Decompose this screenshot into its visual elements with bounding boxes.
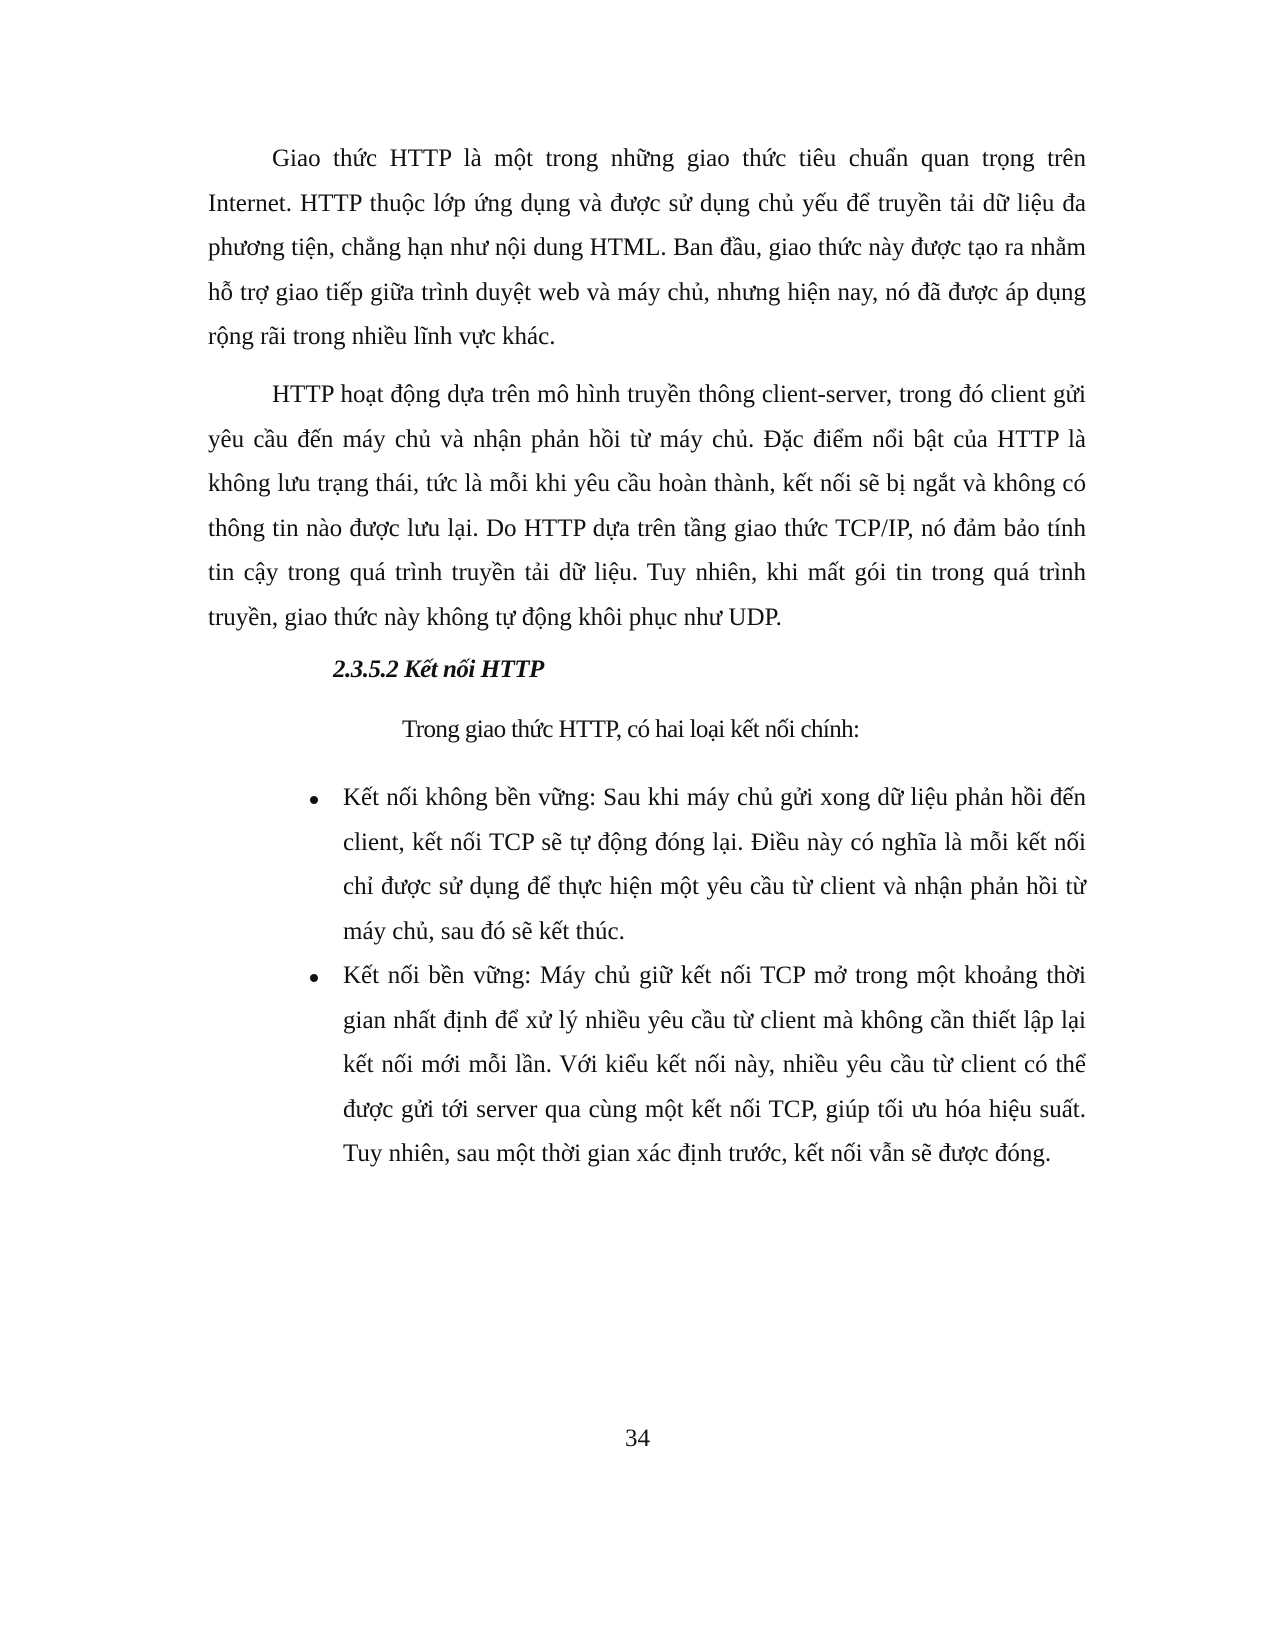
list-item-text: Kết nối bền vững: Máy chủ giữ kết nối TCP mở trong một khoảng thời gian nhất định để xử lý nhiều yêu cầu từ client mà không cần thiết lập lại kết nối mới mỗi lần. Với kiểu kết nối này, nhiều yêu cầu từ client có thể được gửi tới server qua cùng một kết nối TCP, giúp tối ưu hóa hiệu suất. Tuy nhiên, sau một thời gian xác định trước, kết nối vẫn sẽ được đóng. [343,962,1086,1167]
section-heading: 2.3.5.2 Kết nối HTTP [333,656,544,683]
list-item-text: Kết nối không bền vững: Sau khi máy chủ gửi xong dữ liệu phản hồi đến client, kết nối TCP sẽ tự động đóng lại. Điều này có nghĩa là mỗi kết nối chỉ được sử dụng để thực hiện một yêu cầu từ client và nhận phản hồi từ máy chủ, sau đó sẽ kết thúc. [343,784,1086,945]
paragraph-http-model: HTTP hoạt động dựa trên mô hình truyền thông client-server, trong đó client gửi yêu cầu đến máy chủ và nhận phản hồi từ máy chủ. Đặc điểm nổi bật của HTTP là không lưu trạng thái, tức là mỗi khi yêu cầu hoàn thành, kết nối sẽ bị ngắt và không có thông tin nào được lưu lại. Do HTTP dựa trên tầng giao thức TCP/IP, nó đảm bảo tính tin cậy trong quá trình truyền tải dữ liệu. Tuy nhiên, khi mất gói tin trong quá trình truyền, giao thức này không tự động khôi phục như UDP. [208,381,1086,631]
paragraph-http-intro: Giao thức HTTP là một trong những giao thức tiêu chuẩn quan trọng trên Internet. HTTP thuộc lớp ứng dụng và được sử dụng chủ yếu để truyền tải dữ liệu đa phương tiện, chẳng hạn như nội dung HTML. Ban đầu, giao thức này được tạo ra nhằm hỗ trợ giao tiếp giữa trình duyệt web và máy chủ, nhưng hiện nay, nó đã được áp dụng rộng rãi trong nhiều lĩnh vực khác. [208,145,1086,350]
connection-types-list [307,776,1086,1177]
page-number: 34 [625,1425,650,1452]
bullet-icon [310,974,318,982]
section-intro: Trong giao thức HTTP, có hai loại kết nối chính: [402,716,860,743]
list-item [307,954,1086,1177]
list-item [307,776,1086,954]
bullet-icon [310,796,318,804]
